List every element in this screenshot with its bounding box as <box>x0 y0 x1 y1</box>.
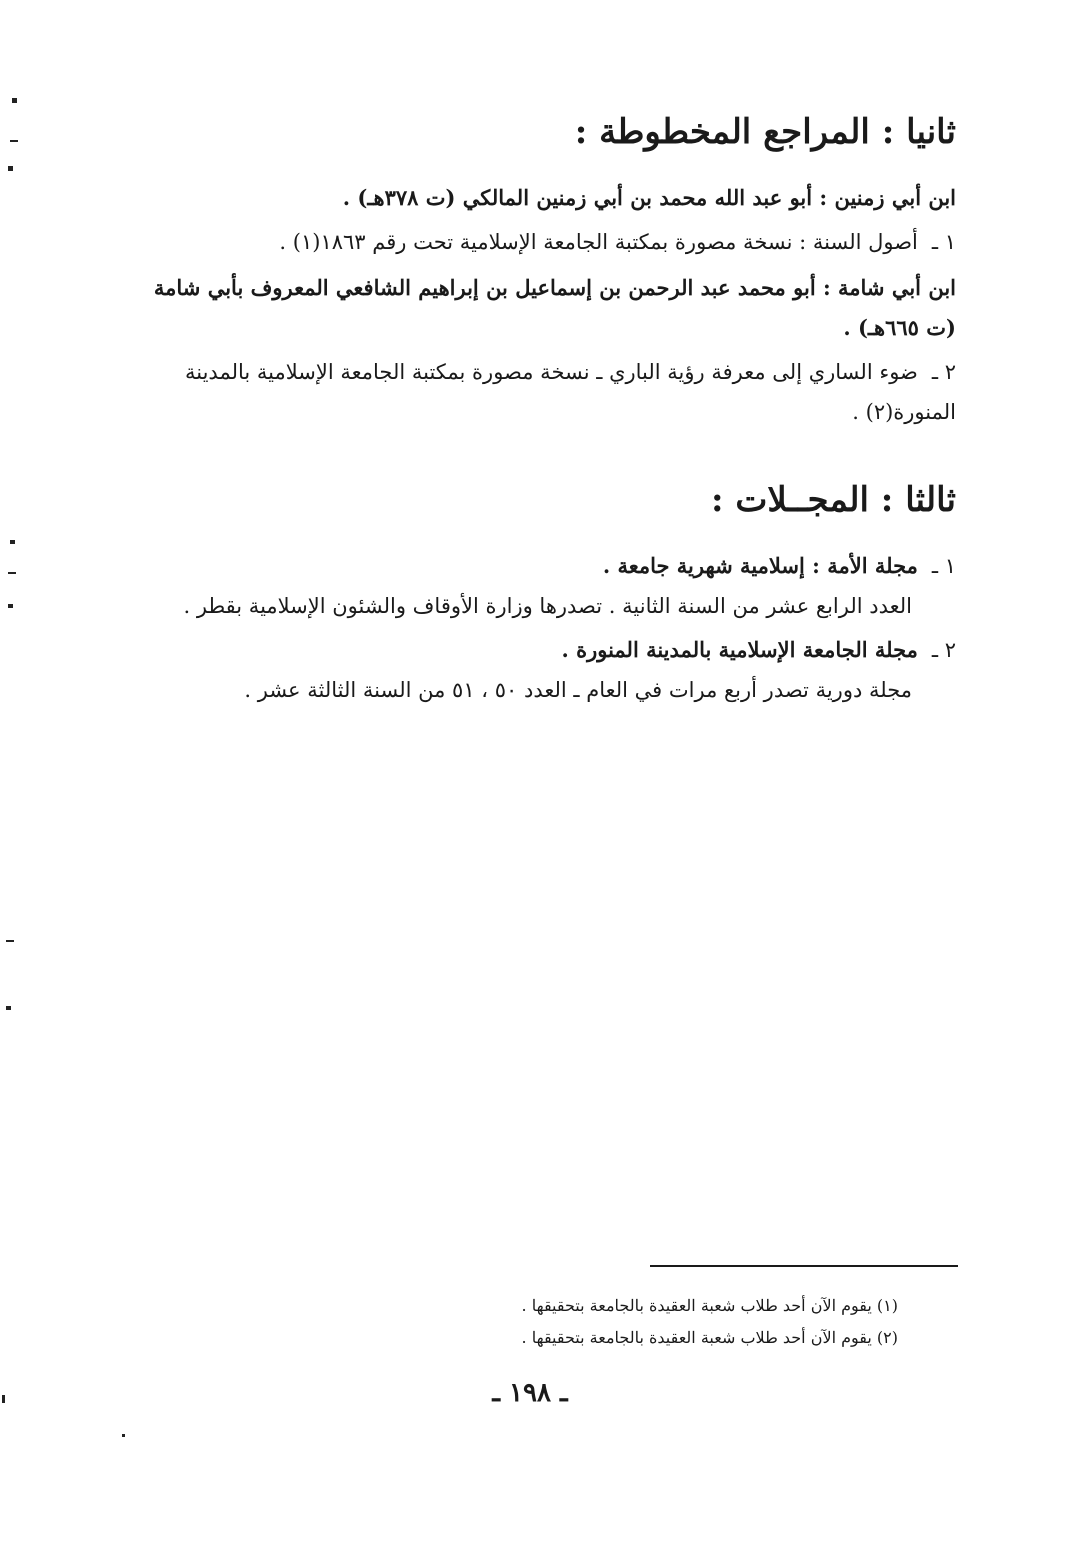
author-line-1: ابن أبي شامة : أبو محمد عبد الرحمن بن إسماعيل بن إبراهيم الشافعي المعروف بأبي شامة <box>153 275 956 300</box>
journal-description: مجلة دورية تصدر أربع مرات في العام ـ العدد ٥٠ ، ٥١ من السنة الثالثة عشر . <box>244 678 912 702</box>
item-number: ١ ـ <box>931 554 956 578</box>
reference-author-ibn-abi-shama <box>126 268 956 348</box>
footnote-2: (٢) يقوم الآن أحد طلاب شعبة العقيدة بالجامعة بتحقيقها . <box>521 1328 898 1347</box>
reference-item-1 <box>126 222 956 262</box>
page-number: ـ ١٩٨ ـ <box>492 1378 568 1408</box>
item-number: ٢ ـ <box>931 360 956 384</box>
scan-speck <box>8 572 16 574</box>
scan-speck <box>122 1434 125 1437</box>
scan-speck <box>8 166 13 171</box>
journal-title: مجلة الجامعة الإسلامية بالمدينة المنورة . <box>561 637 918 662</box>
scan-speck <box>10 140 18 142</box>
item-text-line-1: ضوء الساري إلى معرفة رؤية الباري ـ نسخة مصورة بمكتبة الجامعة الإسلامية بالمدينة <box>184 360 918 384</box>
footnote-1: (١) يقوم الآن أحد طلاب شعبة العقيدة بالجامعة بتحقيقها . <box>521 1296 898 1315</box>
scan-speck <box>12 98 17 103</box>
scan-speck <box>6 1006 11 1010</box>
section-heading-journals: ثالثا : المجــلات : <box>710 480 956 520</box>
author-line-2: (ت ٦٦٥هـ) . <box>843 315 956 340</box>
reference-author-ibn-abi-zamanin: ابن أبي زمنين : أبو عبد الله محمد بن أبي زمنين المالكي (ت ٣٧٨هـ) . <box>342 185 956 210</box>
item-number: ٢ ـ <box>931 638 956 662</box>
scan-speck <box>10 540 15 544</box>
item-number: ١ ـ <box>931 230 956 254</box>
scan-speck <box>2 1395 5 1403</box>
scan-speck <box>8 604 13 608</box>
section-heading-manuscripts: ثانيا : المراجع المخطوطة : <box>574 112 956 152</box>
journal-item-2 <box>126 630 956 710</box>
journal-description: العدد الرابع عشر من السنة الثانية . تصدرها وزارة الأوقاف والشئون الإسلامية بقطر . <box>183 594 912 618</box>
journal-item-1 <box>126 546 956 626</box>
item-text-line-2: المنورة(٢) . <box>852 400 956 424</box>
reference-item-2 <box>126 352 956 432</box>
item-text: أصول السنة : نسخة مصورة بمكتبة الجامعة الإسلامية تحت رقم ١٨٦٣(١) . <box>279 230 918 254</box>
journal-title: مجلة الأمة : إسلامية شهرية جامعة . <box>602 553 918 578</box>
footnote-separator <box>650 1265 958 1267</box>
scan-speck <box>6 940 14 942</box>
